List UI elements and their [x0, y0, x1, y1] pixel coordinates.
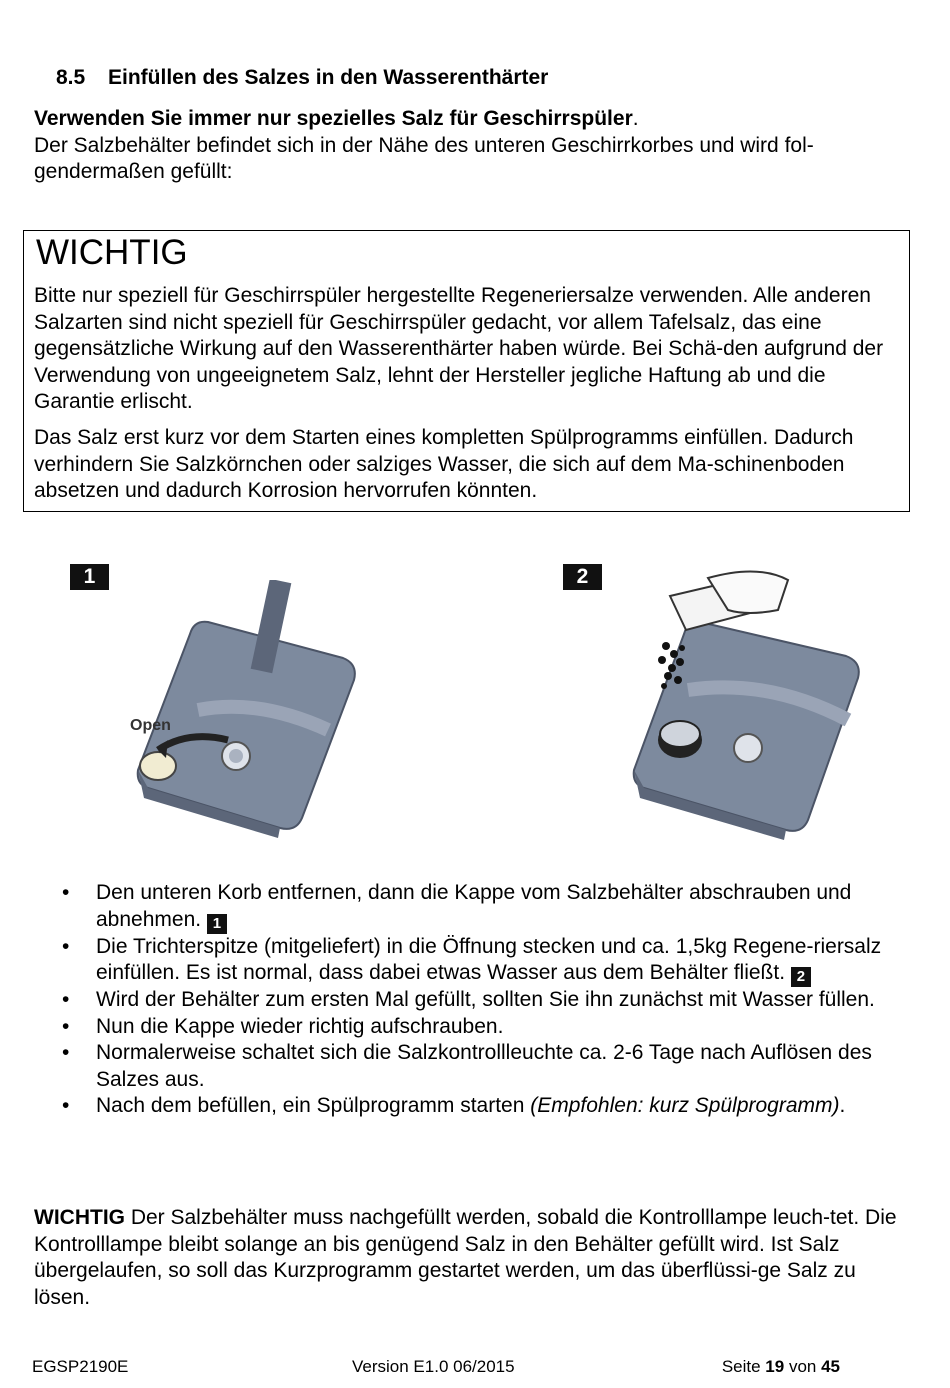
- bullet-icon: •: [62, 1041, 70, 1064]
- open-label: Open: [130, 717, 171, 734]
- list-item: [62, 1040, 932, 1093]
- bullet-icon: •: [62, 934, 70, 958]
- salt-container-open-illustration: [128, 580, 368, 842]
- list-item: [62, 1014, 932, 1041]
- important-notice-box: [23, 230, 910, 512]
- notice-title: WICHTIG: [36, 233, 188, 272]
- total-pages: 45: [821, 1357, 840, 1376]
- current-page: 19: [765, 1357, 785, 1376]
- page-footer: [32, 1356, 840, 1378]
- list-item-text: Normalerweise schaltet sich die Salzkontrollleuchte ca. 2-6 Tage nach Auflösen des Salzes aus.: [96, 1041, 872, 1091]
- bullet-icon: •: [62, 881, 70, 904]
- intro-bold-text: Verwenden Sie immer nur spezielles Salz für Geschirrspüler: [34, 107, 633, 130]
- intro-text: Der Salzbehälter befindet sich in der Nähe des unteren Geschirrkorbes und wird fol-gendermaßen gefüllt:: [34, 133, 814, 183]
- list-item-text: Den unteren Korb entfernen, dann die Kappe vom Salzbehälter abschrauben und abnehmen.: [96, 881, 852, 931]
- list-item: [62, 880, 932, 934]
- section-number: 8.5: [56, 66, 86, 89]
- list-item-italic: (Empfohlen: kurz Spülprogramm): [530, 1094, 840, 1117]
- intro-paragraph: [34, 106, 914, 186]
- step-1-mini-badge: 1: [207, 914, 227, 934]
- step-2-badge: 2: [563, 564, 602, 590]
- list-item-end: .: [839, 1094, 846, 1117]
- instruction-list: [62, 880, 932, 1120]
- footer-model: EGSP2190E: [32, 1357, 129, 1376]
- list-item-text: Nach dem befüllen, ein Spülprogramm starten: [96, 1094, 531, 1117]
- list-item-text: Nun die Kappe wieder richtig aufschrauben.: [96, 1014, 504, 1038]
- step-1-badge: 1: [70, 564, 109, 590]
- notice-paragraph-2: Das Salz erst kurz vor dem Starten eines kompletten Spülprogramms einfüllen. Dadurch verhindern Sie Salzkörnchen oder salziges Wasser, die sich auf dem Ma-schinenboden absetzen und dadurch Korrosion hervorrufen könnten.: [34, 426, 854, 502]
- bullet-icon: •: [62, 1094, 70, 1117]
- footer-version: Version E1.0 06/2015: [352, 1357, 515, 1376]
- step-2-mini-badge: 2: [791, 967, 811, 987]
- important-paragraph: [34, 1205, 914, 1311]
- list-item: [62, 1093, 932, 1120]
- list-item-text: Wird der Behälter zum ersten Mal gefüllt, sollten Sie ihn zunächst mit Wasser füllen.: [96, 988, 875, 1011]
- bullet-icon: •: [62, 988, 70, 1011]
- list-item: [62, 987, 932, 1014]
- important-label: WICHTIG: [34, 1206, 125, 1229]
- bullet-icon: •: [62, 1014, 70, 1038]
- section-heading: [56, 66, 548, 90]
- list-item-text: Die Trichterspitze (mitgeliefert) in die Öffnung stecken und ca. 1,5kg Regene-riersalz einfüllen. Es ist normal, dass dabei etwas Wasser aus dem Behälter fließt.: [96, 934, 882, 984]
- section-title: Einfüllen des Salzes in den Wasserenthärter: [108, 66, 549, 89]
- intro-bold-end: .: [632, 107, 639, 130]
- notice-paragraph-1: Bitte nur speziell für Geschirrspüler hergestellte Regeneriersalze verwenden. Alle anderen Salzarten sind nicht speziell für Geschirrspüler gedacht, vor allem Tafelsalz, das eine gegensätzliche Wirkung auf den Wasserenthärter haben würde. Bei Schä-den aufgrund der Verwendung von ungeeignetem Salz, lehnt der Hersteller jegliche Haftung ab und die Garantie erlischt.: [34, 284, 884, 413]
- footer-page-number: [722, 1356, 840, 1378]
- salt-filling-illustration: [628, 560, 892, 842]
- page-mid: von: [784, 1357, 822, 1376]
- important-text: Der Salzbehälter muss nachgefüllt werden, sobald die Kontrolllampe leuch-tet. Die Kontrolllampe bleibt solange an bis genügend Salz in den Behälter gefüllt wird. Ist Salz übergelaufen, so soll das Kurzprogramm gestartet werden, um das überflüssi-ge Salz zu lösen.: [34, 1206, 897, 1309]
- list-item: [62, 934, 932, 988]
- page-prefix: Seite: [721, 1357, 766, 1376]
